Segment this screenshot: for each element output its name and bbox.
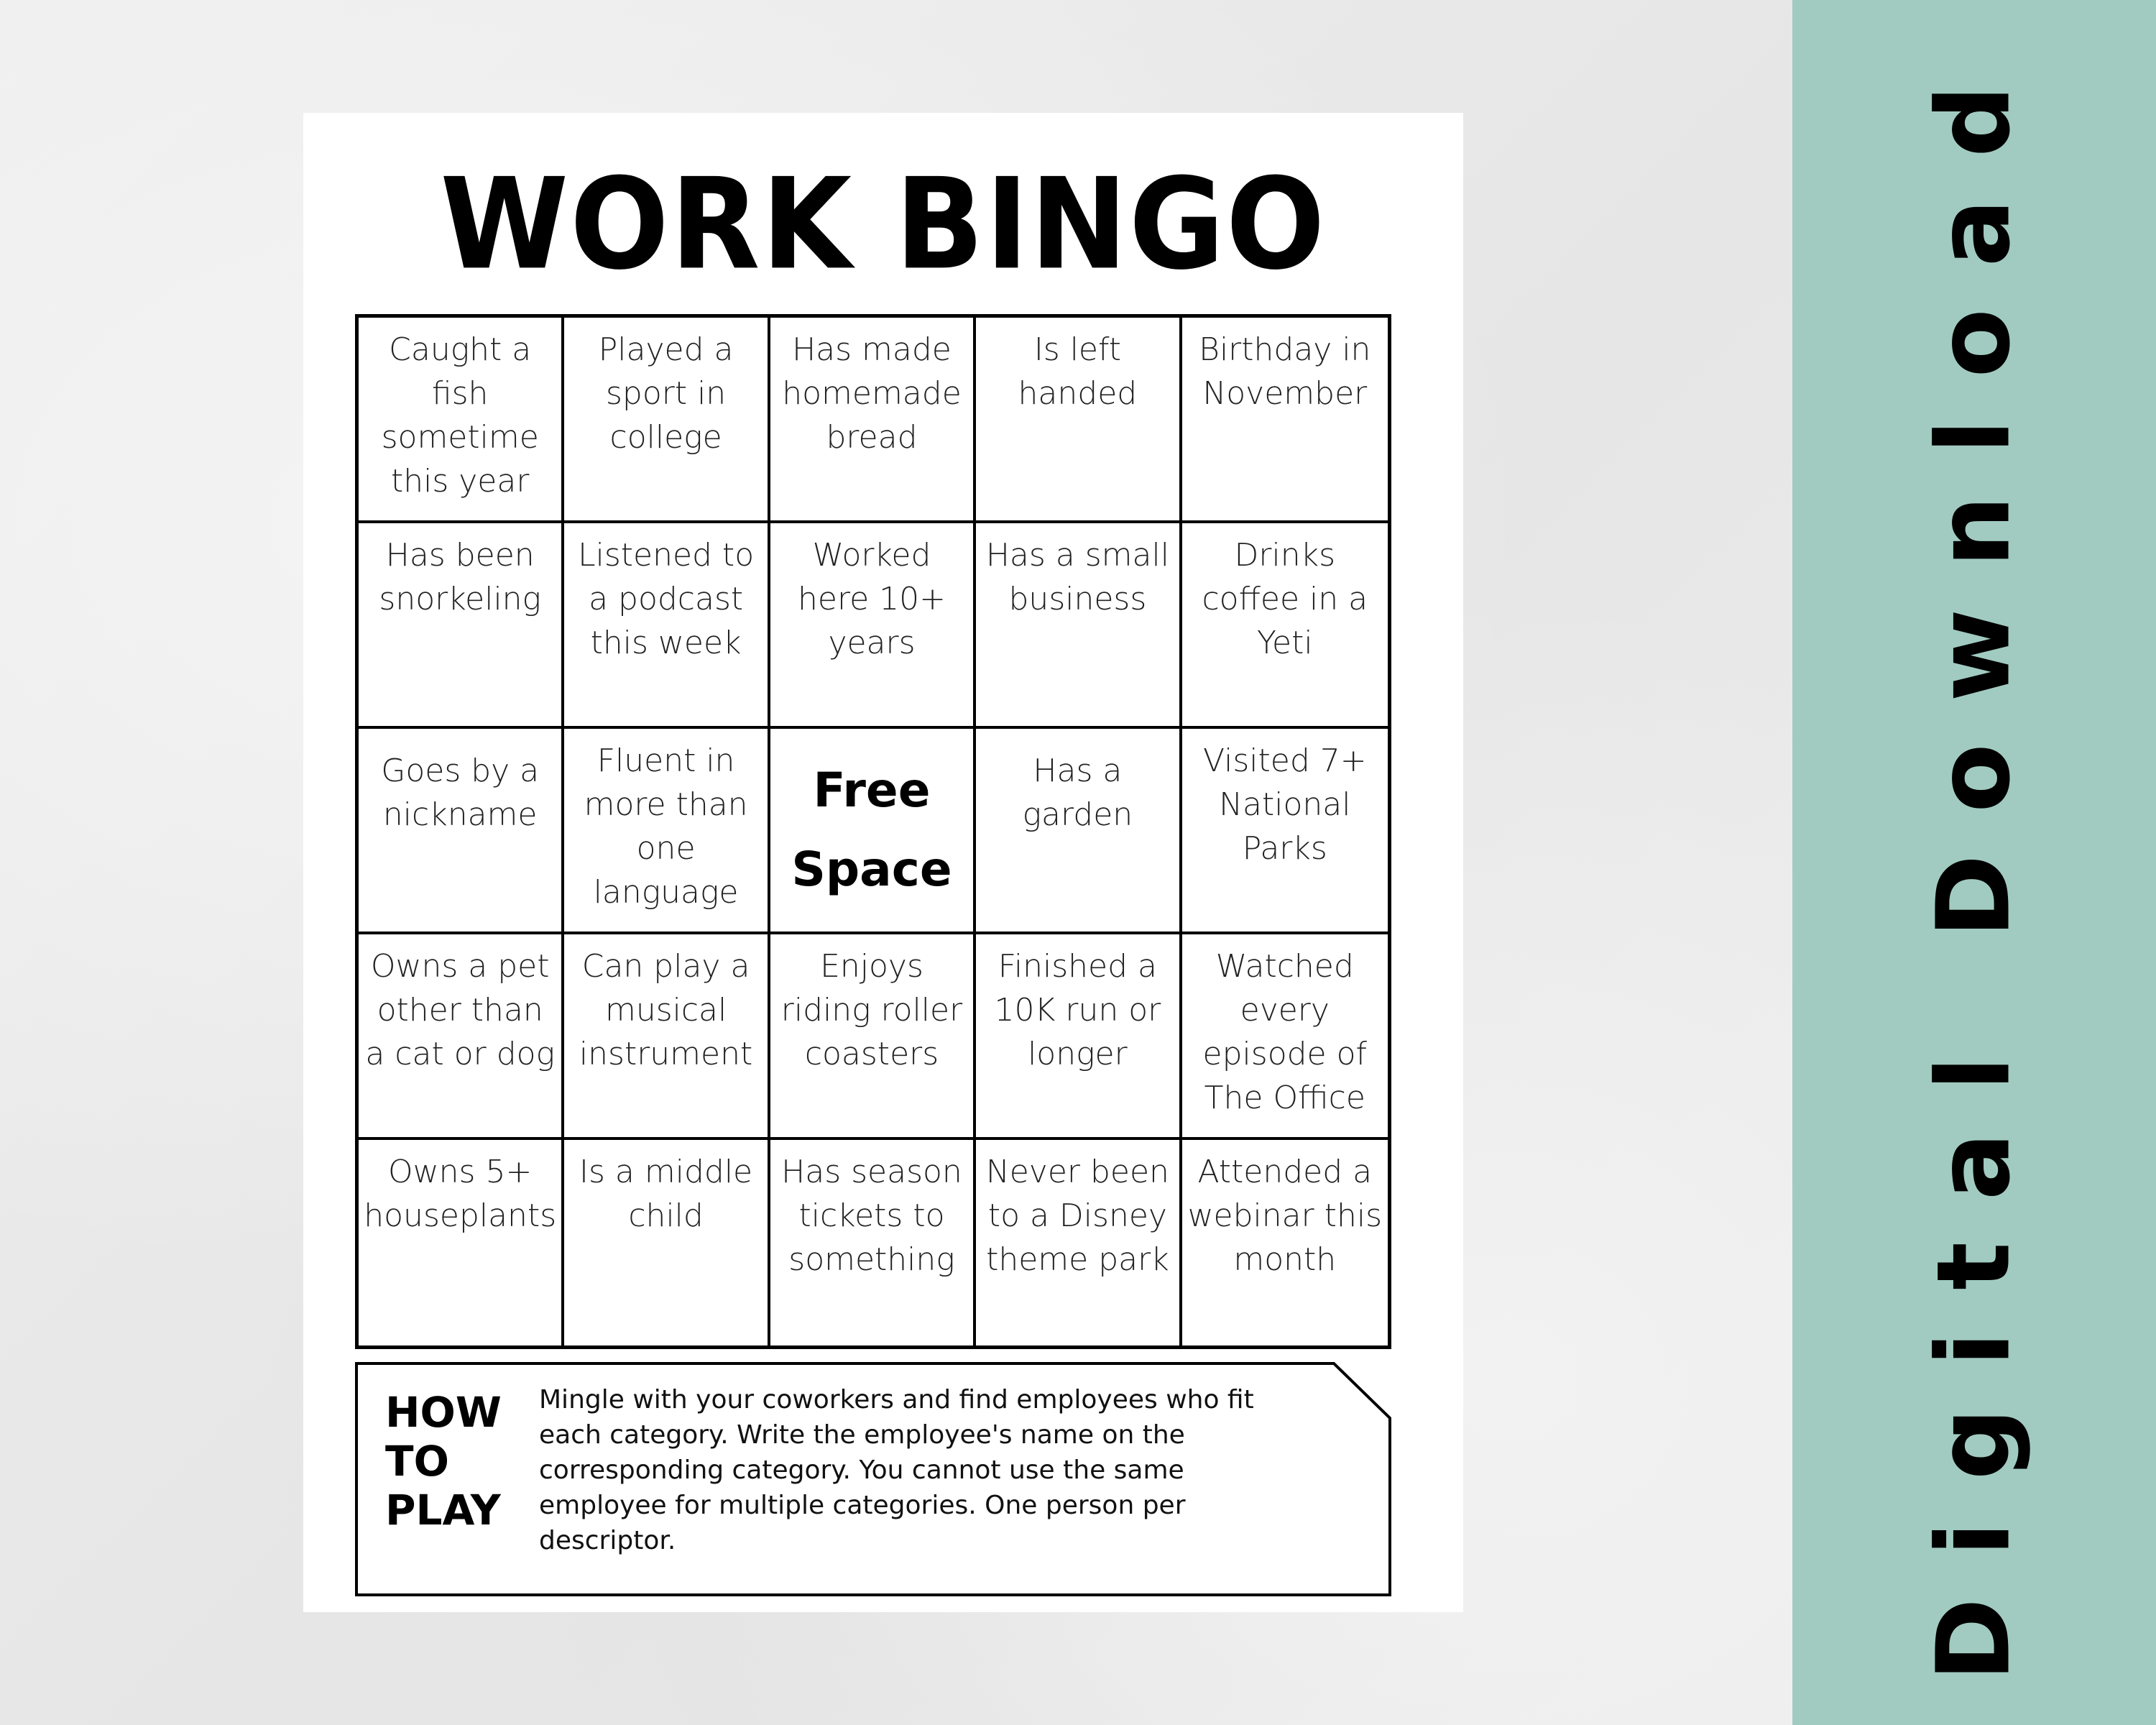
bingo-cell: Has a garden xyxy=(976,729,1181,934)
bingo-cell: Has made homemade bread xyxy=(770,318,976,523)
bingo-grid xyxy=(355,314,1391,1349)
bingo-cell: Is a middle child xyxy=(564,1140,770,1346)
bingo-cell: Listened to a podcast this week xyxy=(564,523,770,729)
bingo-cell: Has a small business xyxy=(976,523,1181,729)
bingo-cell: Has been snorkeling xyxy=(359,523,564,729)
bingo-cell: Fluent in more than one language xyxy=(564,729,770,934)
bingo-cell: Birthday in November xyxy=(1182,318,1388,523)
how-to-play-box xyxy=(355,1362,1391,1596)
free-space-cell: Free Space xyxy=(770,729,976,934)
bingo-cell: Visited 7+ National Parks xyxy=(1182,729,1388,934)
bingo-cell: Enjoys riding roller coasters xyxy=(770,934,976,1140)
bingo-cell: Owns a pet other than a cat or dog xyxy=(359,934,564,1140)
bingo-cell: Is left handed xyxy=(976,318,1181,523)
bingo-cell: Has season tickets to something xyxy=(770,1140,976,1346)
bingo-cell: Attended a webinar this month xyxy=(1187,1154,1382,1278)
bingo-cell: Finished a 10K run or longer xyxy=(976,934,1181,1140)
bingo-cell: Goes by a nickname xyxy=(359,729,564,934)
how-to-play-text: Mingle with your coworkers and find employees who fit each category. Write the employee's name on the corresponding category. You cannot use the same employee for multiple categories. One person per descriptor. xyxy=(539,1385,1254,1555)
bingo-cell: Owns 5+ houseplants xyxy=(359,1140,564,1346)
bingo-cell: Played a sport in college xyxy=(564,318,770,523)
bingo-cell: Drinks coffee in a Yeti xyxy=(1182,523,1388,729)
page-title: WORK BINGO xyxy=(440,152,1327,298)
digital-download-banner xyxy=(1792,0,2156,1725)
bingo-cell: Can play a musical instrument xyxy=(564,934,770,1140)
digital-download-label: Digital Download xyxy=(1915,43,2033,1682)
how-to-play-title: HOW TO PLAY xyxy=(385,1388,502,1535)
bingo-sheet xyxy=(303,113,1463,1612)
bingo-cell: Never been to a Disney theme park xyxy=(976,1140,1181,1346)
bingo-cell: Watched every episode of The Office xyxy=(1182,934,1388,1140)
bingo-cell: Worked here 10+ years xyxy=(770,523,976,729)
bingo-cell: Caught a fish sometime this year xyxy=(359,318,564,523)
